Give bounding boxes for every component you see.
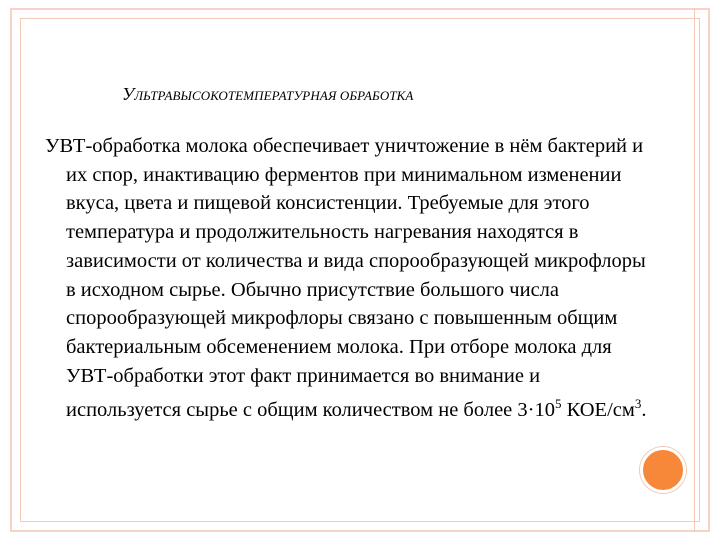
- title-first-letter: У: [122, 84, 135, 104]
- title-rest: ЛЬТРАВЫСОКОТЕМПЕРАТУРНАЯ ОБРАБОТКА: [134, 88, 414, 103]
- limit-unit: КОЕ/см: [561, 399, 635, 422]
- slide-frame-right-line: [694, 8, 695, 532]
- limit-unit-exponent: 3: [634, 396, 642, 412]
- decorative-orange-circle: [640, 447, 686, 493]
- slide-title: [122, 84, 413, 105]
- limit-exponent: 5: [554, 396, 562, 412]
- slide-body-paragraph: [45, 132, 656, 425]
- body-text: УВТ-обработка молока обеспечивает уничтожение в нём бактерий и их спор, инактивацию ферментов при минимальном изменении вкуса, цвета и пищевой консистенции. Требуемые для этого температура и продолжительность нагревания находятся в зависимости от количества и вида спорообразующей микрофлоры в исходном сырье. Обычно присутствие большого числа спорообразующей микрофлоры связано с повышенным общим бактериальным обсеменением молока. При отборе молока для УВТ-обработки этот факт принимается во внимание и используется сырье с общим количеством не более: [45, 135, 646, 422]
- limit-end: .: [641, 399, 647, 422]
- limit-base: 3·10: [517, 399, 555, 422]
